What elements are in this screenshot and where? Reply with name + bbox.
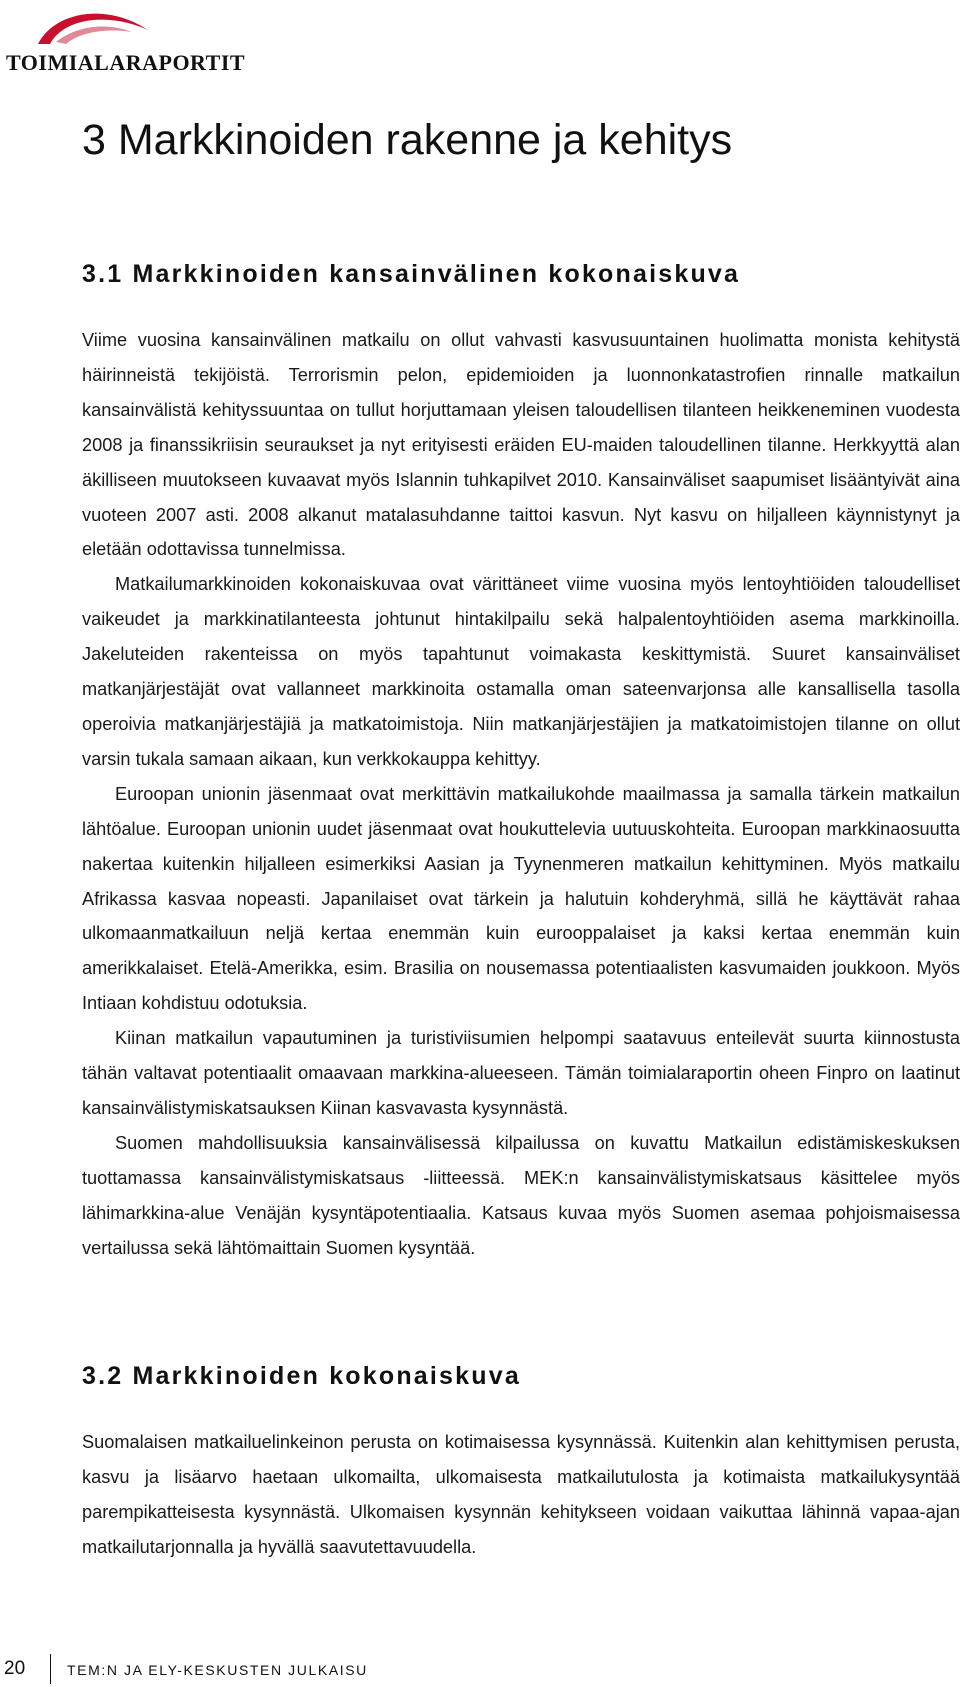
paragraph: Kiinan matkailun vapautuminen ja turistiviisumien helpompi saatavuus enteilevät suurta kiinnostusta tähän valtavat potentiaalit omaavaan markkina-alueeseen. Tämän toimialaraportin oheen Finpro on laatinut kansainvälistymiskatsauksen Kiinan kasvavasta kysynnästä. xyxy=(82,1028,960,1118)
section-heading-3-2: 3.2 Markkinoiden kokonaiskuva xyxy=(82,1362,521,1390)
publisher-name: TEM:N JA ELY-KESKUSTEN JULKAISU xyxy=(67,1662,368,1678)
paragraph: Viime vuosina kansainvälinen matkailu on ollut vahvasti kasvusuuntainen huolimatta monista kehitystä häirinneistä tekijöistä. Terrorismin pelon, epidemioiden ja luonnonkatastrofien rinnalle matkailun kansainvälistä kehityssuuntaa on tullut horjuttamaan yleisen taloudellisen tilanteen heikkeneminen vuodesta 2008 ja finanssikriisin seuraukset ja nyt erityisesti eräiden EU-maiden taloudellinen tilanne. Herkkyyttä alan äkilliseen muutokseen kuvaavat myös Islannin tuhkapilvet 2010. Kansainväliset saapumiset lisääntyivät aina vuoteen 2007 asti. 2008 alkanut matalasuhdanne taittoi kasvun. Nyt kasvu on hiljalleen käynnistynyt ja eletään odottavissa tunnelmissa. xyxy=(82,330,960,560)
page-footer xyxy=(0,1658,960,1684)
logo-wordmark: TOIMIALARAPORTIT xyxy=(6,50,246,75)
page-number: 20 xyxy=(4,1658,26,1679)
paragraph: Suomalaisen matkailuelinkeinon perusta on kotimaisessa kysynnässä. Kuitenkin alan kehittymisen perusta, kasvu ja lisäarvo haetaan ulkomailta, ulkomaisesta matkailutulosta ja kotimaista matkailukysyntää parempikatteisesta kysynnästä. Ulkomaisen kysynnän kehitykseen voidaan vaikuttaa lähinnä vapaa-ajan matkailutarjonnalla ja hyvällä saavutettavuudella. xyxy=(82,1432,960,1557)
section-heading-3-1: 3.1 Markkinoiden kansainvälinen kokonaiskuva xyxy=(82,260,741,288)
paragraph: Matkailumarkkinoiden kokonaiskuvaa ovat värittäneet viime vuosina myös lentoyhtiöiden taloudelliset vaikeudet ja markkinatilanteesta johtunut hintakilpailu sekä halpalentoyhtiöiden asema markkinoilla. Jakeluteiden rakenteissa on myös tapahtunut voimakasta keskittymistä. Suuret kansainväliset matkanjärjestäjät ovat vallanneet markkinoita ostamalla oman sateenvarjonsa alle kansallisella tasolla operoivia matkanjärjestäjiä ja matkatoimistoja. Niin matkanjärjestäjien ja matkatoimistojen tilanne on ollut varsin tukala samaan aikaan, kun verkkokauppa kehittyy. xyxy=(82,574,960,769)
paragraph: Suomen mahdollisuuksia kansainvälisessä kilpailussa on kuvattu Matkailun edistämiskeskuksen tuottamassa kansainvälistymiskatsaus -liitteessä. MEK:n kansainvälistymiskatsaus käsittelee myös lähimarkkina-alue Venäjän kysyntäpotentiaalia. Katsaus kuvaa myös Suomen asemaa pohjoismaisessa vertailussa sekä lähtömaittain Suomen kysyntää. xyxy=(82,1132,960,1258)
paragraph: Euroopan unionin jäsenmaat ovat merkittävin matkailukohde maailmassa ja samalla tärkein matkailun lähtöalue. Euroopan unionin uudet jäsenmaat ovat houkuttelevia uutuuskohteita. Euroopan markkinaosuutta nakertaa kuitenkin hiljalleen esimerkiksi Aasian ja Tyynenmeren matkailun kehittyminen. Myös matkailu Afrikassa kasvaa nopeasti. Japanilaiset ovat tärkein ja halutuin kohderyhmä, sillä he käyttävät rahaa ulkomaanmatkailuun neljä kertaa enemmän kuin eurooppalaiset ja kaksi kertaa enemmän kuin amerikkalaiset. Etelä-Amerikka, esim. Brasilia on nousemassa potentiaalisten kasvumaiden joukkoon. Myös Intiaan kohdistuu odotuksia. xyxy=(82,783,960,1014)
section-3-1-body xyxy=(82,323,960,1265)
toimialaraportit-logo xyxy=(6,4,246,75)
section-3-2-body xyxy=(82,1425,960,1565)
chapter-title: 3 Markkinoiden rakenne ja kehitys xyxy=(82,116,733,164)
footer-divider xyxy=(50,1654,51,1684)
swoosh-icon xyxy=(36,4,156,50)
